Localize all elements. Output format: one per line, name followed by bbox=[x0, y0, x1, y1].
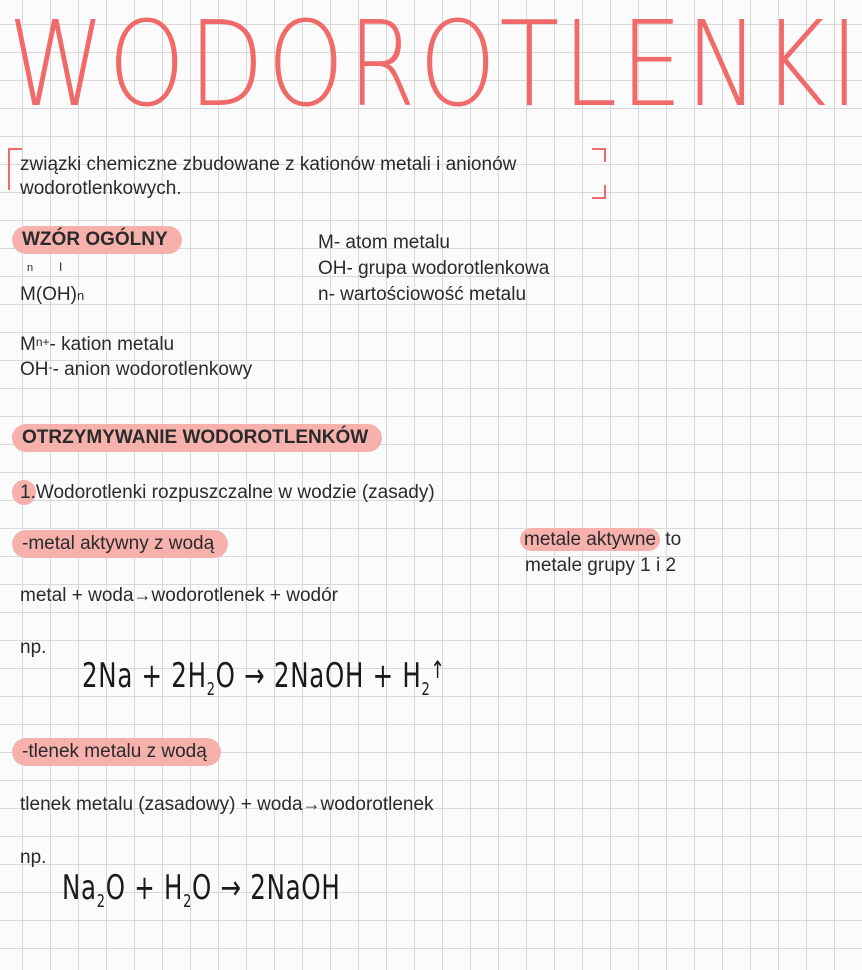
anion-symbol: OH bbox=[20, 359, 49, 380]
equation-1-sub-c: 2 bbox=[421, 678, 431, 700]
cation-symbol: M bbox=[20, 334, 36, 355]
page-title: WODOROTLENKI bbox=[8, 0, 862, 133]
scheme-1-arrow: → bbox=[133, 585, 152, 605]
scheme-2-arrow: → bbox=[302, 794, 321, 814]
cation-description: - kation metalu bbox=[49, 334, 175, 355]
equation-1-arrow: → bbox=[244, 656, 266, 696]
point-1 bbox=[12, 480, 435, 506]
formula-subscript: n bbox=[76, 288, 85, 303]
point-1-number: 1. bbox=[12, 480, 36, 505]
equation-1-part-c: 2NaOH + H bbox=[273, 656, 422, 696]
anion-line bbox=[20, 357, 252, 383]
point-1-text: Wodorotlenki rozpuszczalne w wodzie (zasady) bbox=[35, 482, 435, 503]
bracket-bottom-right bbox=[592, 185, 606, 199]
scheme-1 bbox=[20, 582, 338, 609]
method-2-label: -tlenek metalu z wodą bbox=[12, 738, 221, 766]
cation-line bbox=[20, 332, 174, 358]
equation-2-part-a: Na bbox=[62, 868, 97, 908]
legend-item-hydroxide: OH- grupa wodorotlenkowa bbox=[318, 258, 550, 279]
anion-charge: - bbox=[48, 360, 53, 374]
bracket-top-right bbox=[592, 148, 606, 162]
scheme-2-products: wodorotlenek bbox=[320, 794, 434, 815]
equation-1 bbox=[82, 656, 446, 700]
heading-general-formula: WZÓR OGÓLNY bbox=[12, 226, 182, 254]
equation-2-sub-a: 2 bbox=[96, 890, 106, 912]
equation-2-part-c: O bbox=[192, 868, 213, 908]
general-formula bbox=[20, 282, 84, 309]
equation-2-part-b: O + H bbox=[105, 868, 184, 908]
formula-base: M(OH) bbox=[20, 284, 77, 305]
definition-line-2: wodorotlenkowych. bbox=[20, 178, 182, 199]
example-2-label: np. bbox=[20, 847, 47, 868]
active-metals-note bbox=[520, 527, 681, 553]
example-1-label: np. bbox=[20, 637, 47, 658]
equation-1-part-a: 2Na + 2H bbox=[82, 656, 207, 696]
equation-2-arrow: → bbox=[220, 868, 242, 908]
active-metals-note-line-2: metale grupy 1 i 2 bbox=[525, 555, 677, 576]
active-metals-note-rest: to bbox=[660, 529, 682, 550]
active-metals-highlight: metale aktywne bbox=[520, 528, 660, 551]
scheme-2 bbox=[20, 791, 434, 818]
equation-2-sub-b: 2 bbox=[183, 890, 193, 912]
scheme-1-products: wodorotlenek + wodór bbox=[151, 585, 338, 606]
scheme-1-reactants: metal + woda bbox=[20, 585, 134, 606]
anion-description: - anion wodorotlenkowy bbox=[52, 359, 253, 380]
equation-2 bbox=[62, 868, 340, 912]
definition-line-1: związki chemiczne zbudowane z kationów metali i anionów bbox=[20, 154, 517, 175]
valence-mark-i: I bbox=[59, 260, 63, 274]
gas-arrow-up: ↑ bbox=[430, 656, 446, 684]
equation-2-part-d: 2NaOH bbox=[250, 868, 341, 908]
scheme-2-reactants: tlenek metalu (zasadowy) + woda bbox=[20, 794, 303, 815]
cation-charge: n+ bbox=[35, 335, 50, 349]
legend-item-valence: n- wartościowość metalu bbox=[318, 284, 527, 305]
heading-obtaining: OTRZYMYWANIE WODOROTLENKÓW bbox=[12, 424, 382, 452]
equation-1-part-b: O bbox=[215, 656, 236, 696]
method-1-label: -metal aktywny z wodą bbox=[12, 530, 228, 558]
valence-mark-n: n bbox=[27, 262, 34, 274]
legend-item-metal: M- atom metalu bbox=[318, 232, 450, 253]
equation-1-sub-a: 2 bbox=[206, 678, 216, 700]
